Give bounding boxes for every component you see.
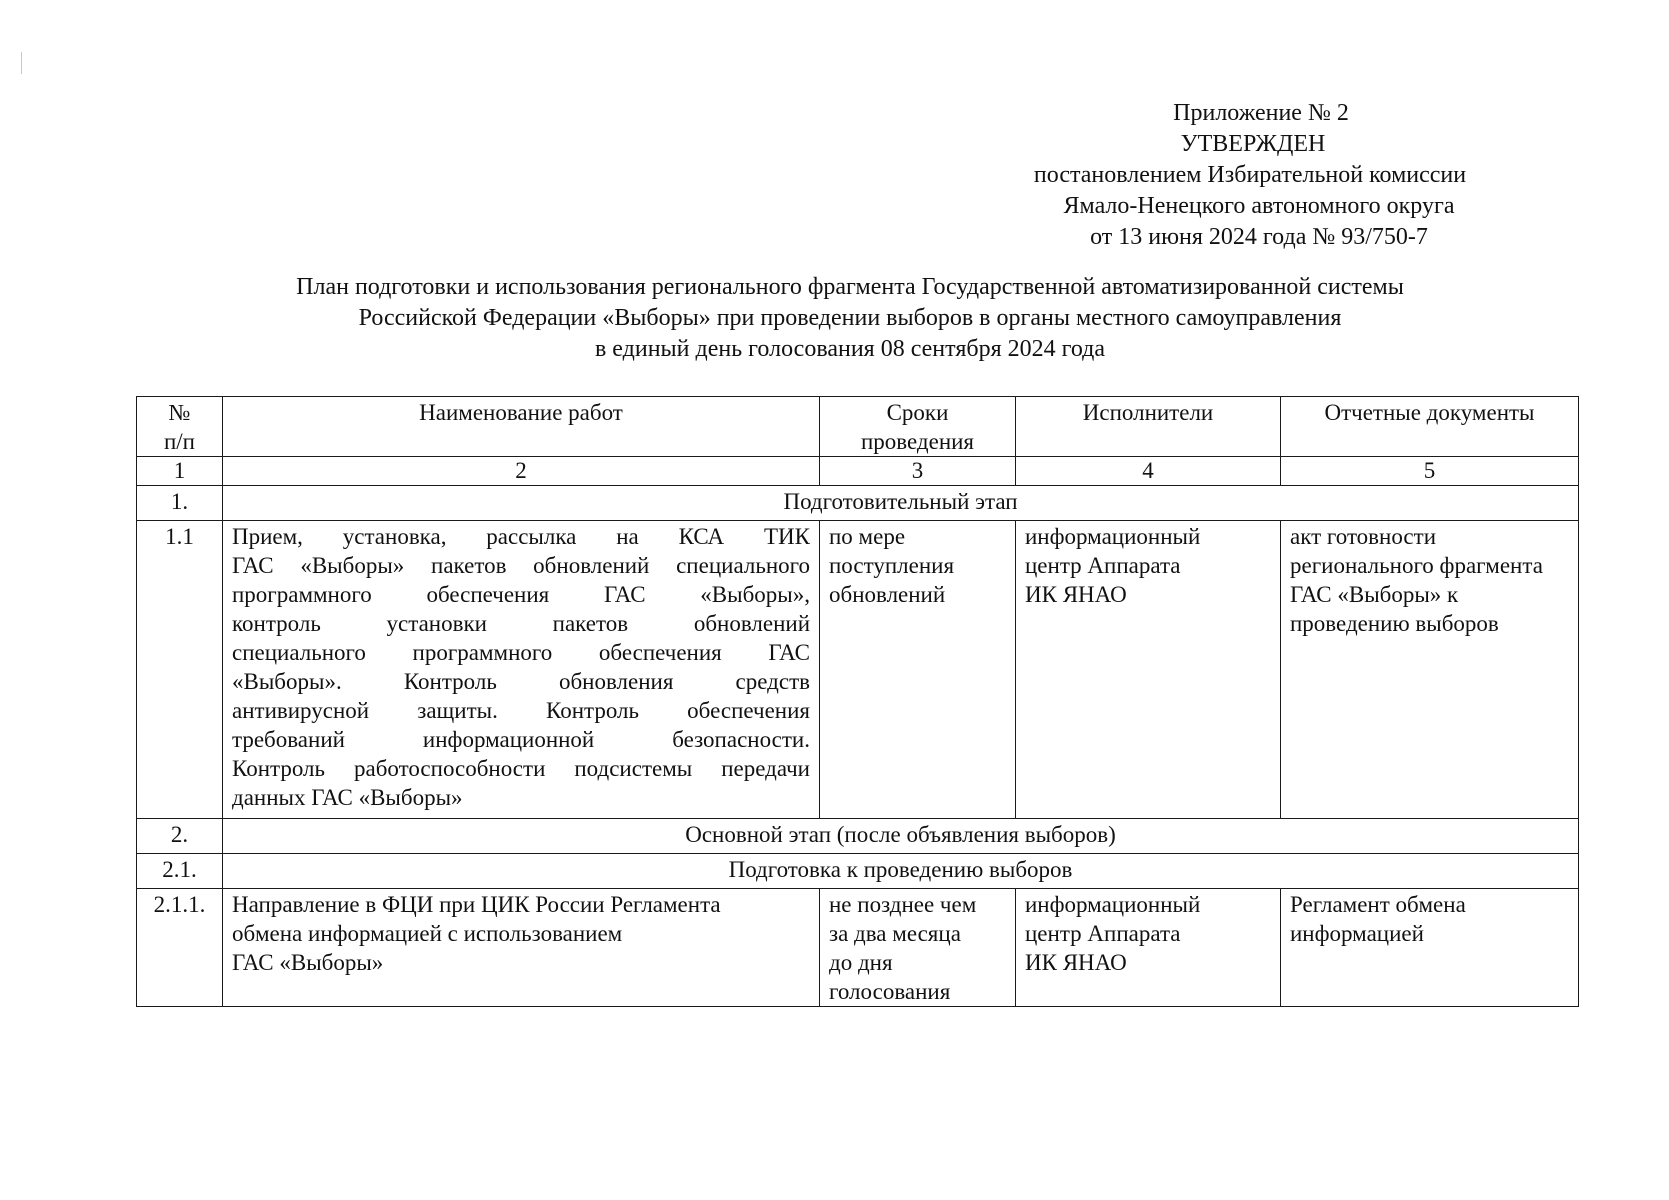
- approval-resolution: постановлением Избирательной комиссии: [1033, 162, 1467, 188]
- section-number: 2.1.: [137, 854, 223, 889]
- section-title: Основной этап (после объявления выборов): [223, 819, 1579, 854]
- executors-cell: [1016, 521, 1281, 819]
- work-name-line: обмена информацией с использованием: [232, 921, 623, 946]
- header-executors: [1016, 397, 1281, 457]
- column-number-row: [137, 457, 1579, 486]
- documents-line: информацией: [1290, 921, 1424, 946]
- work-name-cell: [223, 889, 820, 1007]
- work-name-line: контроль установки пакетов обновлений: [232, 611, 810, 636]
- header-documents-text: Отчетные документы: [1324, 400, 1535, 425]
- work-name-cell: [223, 521, 820, 819]
- section-title: Подготовительный этап: [223, 486, 1579, 521]
- column-number-1: 1: [137, 457, 223, 486]
- approval-block: [980, 98, 1520, 253]
- terms-line: поступления: [829, 553, 955, 578]
- plan-table: [136, 396, 1579, 1007]
- header-documents: [1281, 397, 1579, 457]
- work-name-line: антивирусной защиты. Контроль обеспечения: [232, 698, 810, 723]
- row-number: 1.1: [137, 521, 223, 819]
- appendix-number: Приложение № 2: [1173, 100, 1349, 126]
- table-header-row: [137, 397, 1579, 457]
- section-number: 2.: [137, 819, 223, 854]
- header-terms: [820, 397, 1016, 457]
- executors-line: центр Аппарата: [1025, 921, 1181, 946]
- terms-line: не позднее чем: [829, 892, 977, 917]
- documents-line: акт готовности: [1290, 524, 1436, 549]
- title-line-1: План подготовки и использования регионального фрагмента Государственной автоматизированной системы: [296, 274, 1404, 300]
- work-name-line: Прием, установка, рассылка на КСА ТИК: [232, 524, 810, 549]
- work-name-line: Направление в ФЦИ при ЦИК России Регламента: [232, 892, 721, 917]
- table-row: [137, 521, 1579, 819]
- subsection-row-2-1: [137, 854, 1579, 889]
- header-work-name: [223, 397, 820, 457]
- documents-line: проведению выборов: [1290, 611, 1499, 636]
- header-number-line-1: №: [168, 400, 191, 425]
- approval-date-number: от 13 июня 2024 года № 93/750-7: [1090, 224, 1428, 250]
- column-number-5: 5: [1281, 457, 1579, 486]
- documents-line: Регламент обмена: [1290, 892, 1466, 917]
- approved-label: УТВЕРЖДЕН: [1180, 131, 1326, 157]
- terms-line: обновлений: [829, 582, 946, 607]
- terms-line: за два месяца: [829, 921, 961, 946]
- header-number-line-2: п/п: [163, 429, 195, 454]
- documents-line: регионального фрагмента: [1290, 553, 1543, 578]
- work-name-line: программного обеспечения ГАС «Выборы»,: [232, 582, 810, 607]
- header-work-name-text: Наименование работ: [419, 400, 623, 425]
- work-name-line: ГАС «Выборы»: [232, 950, 384, 975]
- executors-line: ИК ЯНАО: [1025, 950, 1127, 975]
- work-name-line: данных ГАС «Выборы»: [232, 785, 463, 810]
- documents-line: ГАС «Выборы» к: [1290, 582, 1459, 607]
- executors-line: ИК ЯНАО: [1025, 582, 1127, 607]
- approval-region: Ямало-Ненецкого автономного округа: [1063, 193, 1455, 219]
- header-executors-text: Исполнители: [1082, 400, 1214, 425]
- title-line-2: Российской Федерации «Выборы» при проведении выборов в органы местного самоуправления: [358, 305, 1342, 331]
- section-number: 1.: [137, 486, 223, 521]
- executors-line: центр Аппарата: [1025, 553, 1181, 578]
- work-name-line: специального программного обеспечения ГАС: [232, 640, 810, 665]
- executors-cell: [1016, 889, 1281, 1007]
- executors-line: информационный: [1025, 892, 1201, 917]
- title-line-3: в единый день голосования 08 сентября 2024 года: [594, 336, 1106, 362]
- terms-line: до дня: [829, 950, 893, 975]
- column-number-4: 4: [1016, 457, 1281, 486]
- section-row-1: [137, 486, 1579, 521]
- column-number-3: 3: [820, 457, 1016, 486]
- documents-cell: [1281, 521, 1579, 819]
- header-terms-line-1: Сроки: [886, 400, 949, 425]
- scan-artifact: [21, 52, 22, 74]
- terms-cell: [820, 521, 1016, 819]
- terms-cell: [820, 889, 1016, 1007]
- row-number: 2.1.1.: [137, 889, 223, 1007]
- table-row: [137, 889, 1579, 1007]
- terms-line: голосования: [829, 979, 951, 1004]
- section-row-2: [137, 819, 1579, 854]
- work-name-line: требований информационной безопасности.: [232, 727, 810, 752]
- work-name-line: «Выборы». Контроль обновления средств: [232, 669, 810, 694]
- column-number-2: 2: [223, 457, 820, 486]
- work-name-line: ГАС «Выборы» пакетов обновлений специального: [232, 553, 810, 578]
- header-terms-line-2: проведения: [860, 429, 975, 454]
- header-number: [137, 397, 223, 457]
- work-name-line: Контроль работоспособности подсистемы передачи: [232, 756, 810, 781]
- executors-line: информационный: [1025, 524, 1201, 549]
- section-title: Подготовка к проведению выборов: [223, 854, 1579, 889]
- terms-line: по мере: [829, 524, 906, 549]
- documents-cell: [1281, 889, 1579, 1007]
- document-title: [160, 272, 1540, 365]
